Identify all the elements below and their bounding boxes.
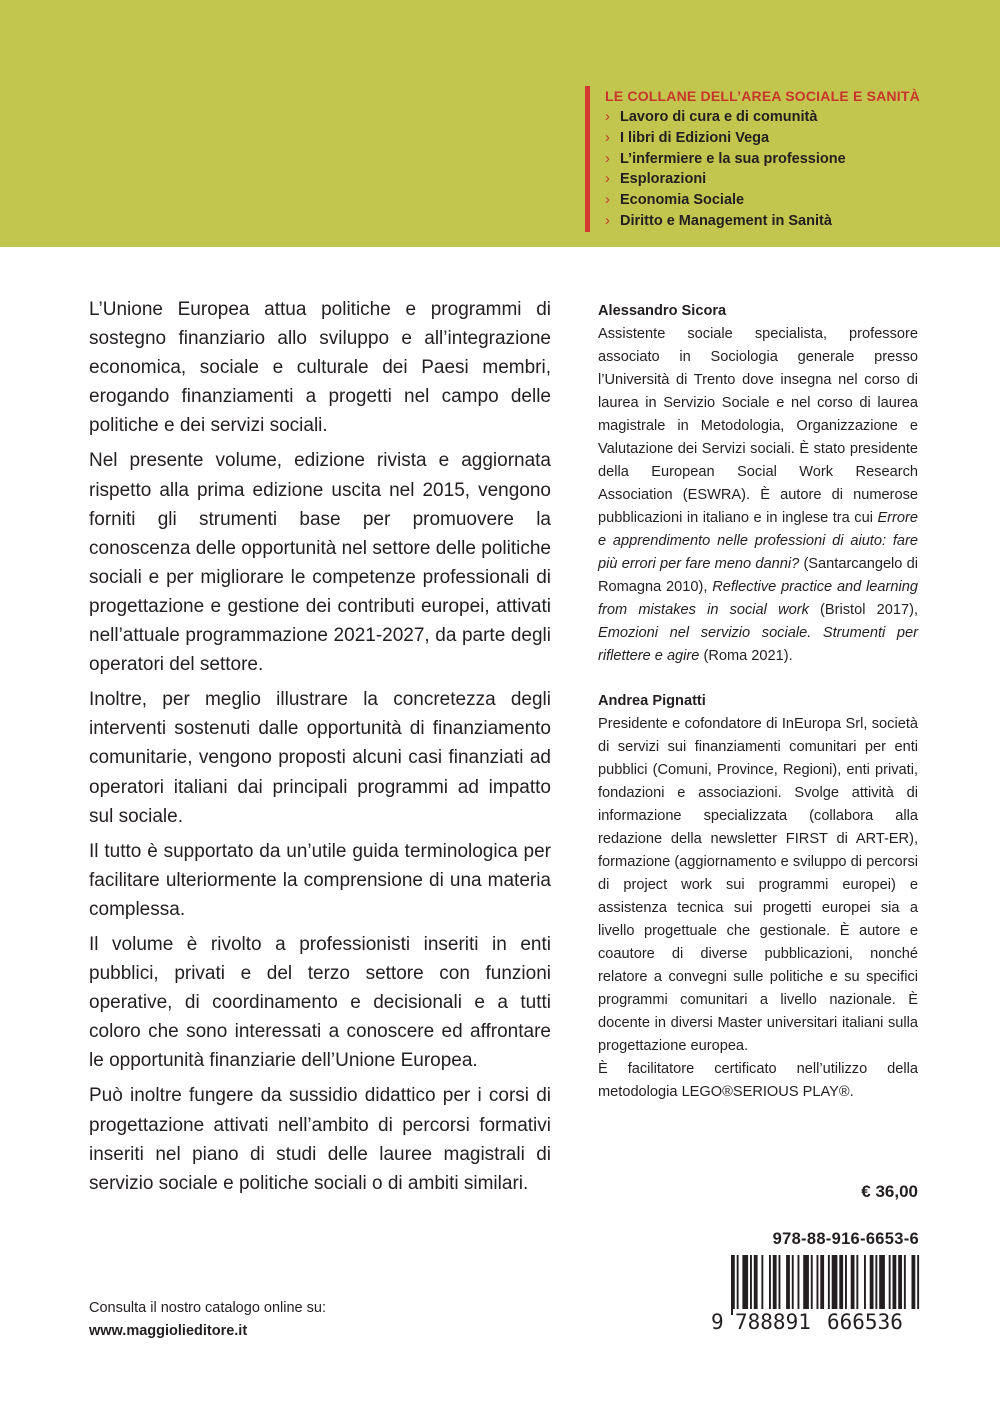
catalog-url: www.maggiolieditore.it xyxy=(89,1323,248,1339)
series-item: › L’infermiere e la sua professione xyxy=(605,149,920,170)
barcode-bar xyxy=(864,1255,866,1315)
barcode-bar xyxy=(750,1255,752,1309)
barcode-bar xyxy=(904,1255,906,1309)
barcode-bar xyxy=(761,1255,763,1309)
description-paragraph: Il volume è rivolto a professionisti inseriti in enti pubblici, privati e del terzo settore con funzioni operative, di coordinamento e decisionali e a tutti coloro che sono interessati a conoscere ed affrontare le opportunità finanziarie dell’Unione Europea. xyxy=(89,933,551,1072)
barcode-bar xyxy=(817,1255,819,1309)
series-item: › Esplorazioni xyxy=(605,169,920,190)
chevron-right-icon: › xyxy=(605,171,610,188)
barcode-bar xyxy=(839,1255,843,1309)
barcode-bar xyxy=(875,1255,877,1309)
barcode-bar xyxy=(773,1255,777,1309)
author-bio-pignatti xyxy=(598,689,918,1104)
chevron-right-icon: › xyxy=(605,212,610,229)
barcode-bar xyxy=(792,1255,794,1309)
barcode-bar xyxy=(786,1255,790,1309)
barcode-bar xyxy=(803,1255,809,1309)
barcode-bar xyxy=(851,1255,855,1309)
barcode-digits-left: 788891 xyxy=(735,1310,811,1334)
series-title: LE COLLANE DELL’AREA SOCIALE E SANITÀ xyxy=(605,88,920,104)
barcode-bar xyxy=(779,1255,781,1309)
barcode-bar xyxy=(742,1255,748,1309)
price: € 36,00 xyxy=(861,1182,918,1201)
series-item: › Economia Sociale xyxy=(605,190,920,211)
author-name: Andrea Pignatti xyxy=(598,693,706,709)
chevron-right-icon: › xyxy=(605,150,610,167)
catalog-line: Consulta il nostro catalogo online su: xyxy=(89,1300,326,1316)
isbn: 978-88-916-6653-6 xyxy=(772,1230,919,1248)
series-item: › I libri di Edizioni Vega xyxy=(605,128,920,149)
barcode-bar xyxy=(828,1255,830,1309)
chevron-right-icon: › xyxy=(605,129,610,146)
barcode-bar xyxy=(754,1255,758,1309)
barcode-bar xyxy=(879,1255,885,1309)
series-list xyxy=(585,86,920,232)
barcode-bar xyxy=(856,1255,858,1315)
barcode-icon xyxy=(711,1255,921,1355)
author-bio-text: Presidente e cofondatore di InEuropa Srl, società di servizi sui finanziamenti comunitari per enti pubblici (Comuni, Province, Regioni), enti privati, fondazioni e associazioni. Svolge attività di informazione specializzata (collabora alla redazione della newsletter FIRST di ART-ER), formazione (aggiornamento e sviluppo di percorsi di project work sui programmi europei) e assistenza tecnica sui progetti europei sia a livello progettuale che gestionale. È autore e coautore di diverse pubblicazioni, nonché relatore a convegni sulle politiche e su specifici programmi comunitari a livello nazionale. È docente in diversi Master universitari italiani sulla progettazione europea. xyxy=(598,716,918,1054)
barcode-bar xyxy=(889,1255,891,1309)
barcode-bar xyxy=(820,1255,824,1309)
description-paragraph: Inoltre, per meglio illustrare la concretezza degli interventi sostenuti dalle opportunità di finanziamento comunitarie, vengono proposti alcuni casi finanziati ad operatori italiani dai principali programmi ad impatto sul sociale. xyxy=(89,689,551,827)
author-bio-text: È facilitatore certificato nell’utilizzo della metodologia LEGO®SERIOUS PLAY®. xyxy=(598,1061,918,1100)
barcode-bar xyxy=(893,1255,897,1309)
barcode-bar xyxy=(870,1255,874,1309)
book-title: Emozioni nel servizio sociale. Strumenti per riflettere e agire xyxy=(598,625,918,664)
series-item: › Diritto e Management in Sanità xyxy=(605,211,920,232)
barcode-bar xyxy=(845,1255,847,1309)
book-title: Errore e apprendimento nelle professioni di aiuto: fare più errori per fare meno danni? xyxy=(598,510,918,572)
description-paragraph: Il tutto è supportato da un’utile guida terminologica per facilitare ulteriormente la comprensione di una materia complessa. xyxy=(89,840,551,920)
barcode-bar xyxy=(832,1255,838,1309)
barcode-digits xyxy=(711,1309,921,1335)
author-bio-text: Assistente sociale specialista, professore associato in Sociologia generale presso l’Università di Trento dove insegna nel corso di laurea in Servizio Sociale e nel corso di laurea magistrale in Metodologia, Organizzazione e Valutazione dei Servizi sociali. È stato presidente della European Social Work Research Association (ESWRA). È autore di numerose pubblicazioni in italiano e in inglese tra cui Errore e apprendimento nelle professioni di aiuto: fare più errori per fare meno danni? (Santarcangelo di Romagna 2010), Reflective practice and learning from mistakes in social work (Bristol 2017), Emozioni nel servizio sociale. Strumenti per riflettere e agire (Roma 2021). xyxy=(598,326,918,664)
book-title: Reflective practice and learning from mistakes in social work xyxy=(598,579,918,618)
barcode-bar xyxy=(917,1255,919,1309)
author-bio-sicora xyxy=(598,299,918,668)
barcode-bar xyxy=(769,1255,771,1309)
author-name: Alessandro Sicora xyxy=(598,303,727,319)
description-paragraph: Può inoltre fungere da sussidio didattico per i corsi di progettazione attivati nell’ambito di percorsi formativi inseriti nel piano di studi delle lauree magistrali di servizio sociale e politiche sociali o di ambiti similari. xyxy=(89,1085,551,1194)
barcode-bar xyxy=(898,1255,902,1309)
barcode-bar xyxy=(912,1255,916,1309)
series-item: › Lavoro di cura e di comunità xyxy=(605,107,920,128)
description-paragraph: Nel presente volume, edizione rivista e aggiornata rispetto alla prima edizione uscita nel 2015, vengono forniti gli strumenti base per promuovere la conoscenza delle opportunità nel settore delle politiche sociali e per migliorare le competenze professionali di progettazione e gestione dei contributi europei, attivati nell’attuale programmazione 2021-2027, da parte degli operatori del settore. xyxy=(89,450,551,676)
barcode-bars xyxy=(711,1255,921,1315)
barcode-bar xyxy=(737,1255,739,1315)
barcode-bar xyxy=(731,1255,735,1315)
barcode-digits-right: 666536 xyxy=(827,1310,903,1334)
catalog-note xyxy=(89,1297,326,1343)
barcode-bar xyxy=(798,1255,800,1309)
chevron-right-icon: › xyxy=(605,109,610,125)
barcode-digit-first: 9 xyxy=(711,1310,724,1334)
description-paragraph: L’Unione Europea attua politiche e programmi di sostegno finanziario allo sviluppo e all’integrazione economica, sociale e culturale dei Paesi membri, erogando finanziamenti a progetti nel campo delle politiche e dei servizi sociali. xyxy=(89,299,551,437)
book-description xyxy=(89,295,551,1204)
barcode-bar xyxy=(811,1255,813,1309)
chevron-right-icon: › xyxy=(605,192,610,209)
